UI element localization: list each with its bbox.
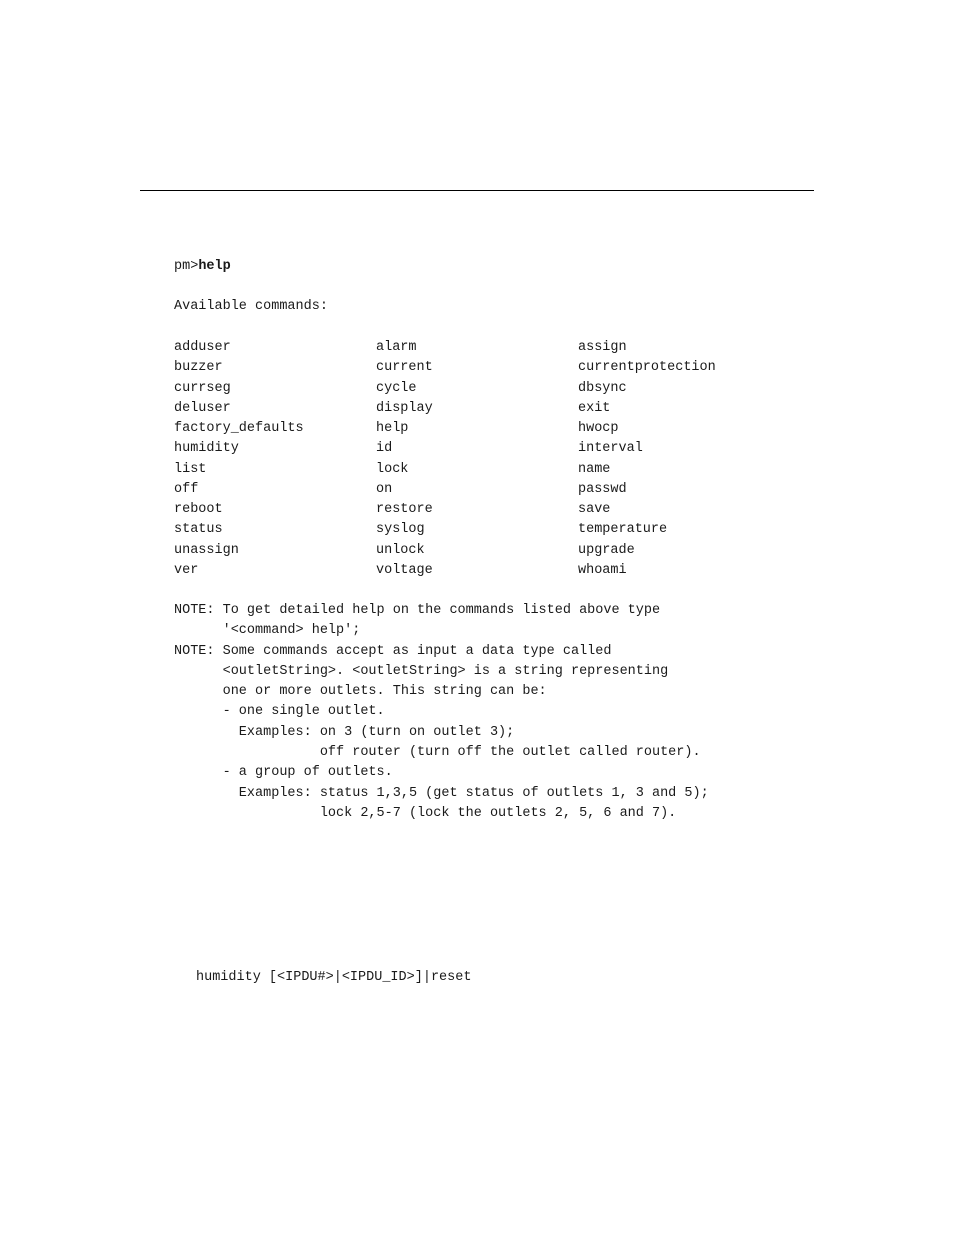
command-item: whoami <box>578 562 627 578</box>
command-item: deluser <box>174 400 231 416</box>
command-item: voltage <box>376 562 433 578</box>
note-line: <outletString>. <outletString> is a string representing <box>174 663 669 679</box>
command-item: humidity <box>174 441 239 457</box>
note-line: '<command> help'; <box>174 623 361 639</box>
command-item: display <box>376 400 433 416</box>
command-item: dbsync <box>578 380 627 396</box>
command-item: name <box>578 461 611 477</box>
command-item: on <box>376 481 393 497</box>
command-item: lock <box>376 461 409 477</box>
note-line: - a group of outlets. <box>174 765 393 781</box>
command-item: hwocp <box>578 421 619 436</box>
command-item: interval <box>578 441 643 457</box>
note-line: Examples: status 1,3,5 (get status of outlets 1, 3 and 5); <box>174 785 709 801</box>
note-line: lock 2,5-7 (lock the outlets 2, 5, 6 and 7). <box>174 805 677 821</box>
command-prompt <box>174 257 231 277</box>
command-item: passwd <box>578 481 627 497</box>
usage-syntax: humidity [<IPDU#>|<IPDU_ID>]|reset <box>196 970 472 985</box>
command-item: save <box>578 502 611 517</box>
command-item: status <box>174 522 223 538</box>
prompt-command: help <box>198 259 231 274</box>
command-item: buzzer <box>174 360 223 376</box>
command-item: list <box>174 461 207 477</box>
available-commands-label: Available commands: <box>174 299 328 314</box>
note-line: one or more outlets. This string can be: <box>174 684 547 700</box>
command-item: current <box>376 360 433 376</box>
header-rule <box>140 190 814 191</box>
command-item: upgrade <box>578 542 635 558</box>
command-item: cycle <box>376 380 417 396</box>
note-line: off router (turn off the outlet called router). <box>174 745 701 761</box>
note-line: NOTE: Some commands accept as input a data type called <box>174 643 612 659</box>
command-item: currseg <box>174 380 231 396</box>
command-item: exit <box>578 400 611 416</box>
command-item: off <box>174 481 199 497</box>
command-item: temperature <box>578 522 668 538</box>
command-item: reboot <box>174 502 223 517</box>
command-item: factory_defaults <box>174 421 304 436</box>
note-line: NOTE: To get detailed help on the commands listed above type <box>174 603 661 618</box>
command-item: restore <box>376 502 433 517</box>
prompt-prefix: pm> <box>174 259 199 274</box>
command-item: unassign <box>174 542 239 558</box>
command-item: unlock <box>376 542 425 558</box>
note-line: - one single outlet. <box>174 704 385 720</box>
command-item: adduser <box>174 340 231 355</box>
command-item: id <box>376 441 393 457</box>
command-item: alarm <box>376 340 417 355</box>
command-item: help <box>376 421 409 436</box>
notes-block <box>174 601 709 824</box>
command-item: currentprotection <box>578 360 716 376</box>
command-item: ver <box>174 562 199 578</box>
command-item: syslog <box>376 522 425 538</box>
note-line: Examples: on 3 (turn on outlet 3); <box>174 724 515 740</box>
command-item: assign <box>578 340 627 355</box>
